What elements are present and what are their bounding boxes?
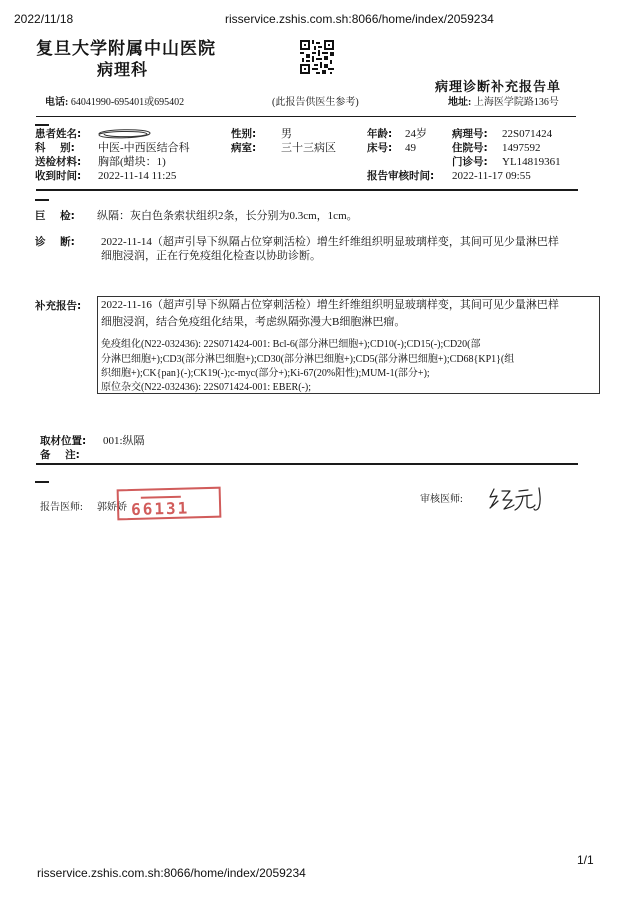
phone-row <box>45 97 184 109</box>
phone-number: 64041990-695401或695402 <box>70 97 185 108</box>
page-number: 1/1 <box>577 853 594 867</box>
address-row <box>448 97 559 109</box>
age-label: 年龄: <box>367 128 393 140</box>
supplementary-box <box>97 296 600 394</box>
dept-label: 科 别: <box>35 142 75 154</box>
ward-value: 三十三病区 <box>281 142 336 154</box>
gross-label: 巨 检: <box>35 210 75 222</box>
print-date: 2022/11/18 <box>14 12 74 26</box>
reviewer-label: 审核医师: <box>420 494 463 505</box>
diagnosis-line: 2022-11-14（超声引导下纵隔占位穿刺活检）增生纤维组织明显玻璃样变，其间可见少量淋巴样 <box>101 236 559 248</box>
reporter-stamp <box>117 487 222 521</box>
inpatient-no-value: 1497592 <box>502 142 541 154</box>
reporter-label: 报告医师: <box>40 502 83 513</box>
hospital-name: 复旦大学附属中山医院 <box>36 39 216 59</box>
diagnosis-line: 细胞浸润，正在行免疫组化检查以协助诊断。 <box>101 250 321 262</box>
ihc-line: 织细胞+);CK{pan}(-);CK19(-);c-myc(部分+);Ki-67(20%阳性);MUM-1(部分+); <box>101 368 430 379</box>
phone-label: 电话: <box>45 97 69 108</box>
stamp-mark <box>141 488 181 499</box>
specimen-label: 送检材料: <box>35 156 82 168</box>
header-divider <box>36 116 576 117</box>
specimen-value: 胸部(蜡块：1) <box>98 156 166 168</box>
print-url: risservice.zshis.com.sh:8066/home/index/2059234 <box>225 12 494 26</box>
outpatient-no-value: YL14819361 <box>502 156 561 168</box>
received-label: 收到时间: <box>35 170 82 182</box>
ish-line: 原位杂交(N22-032436): 22S071424-001: EBER(-); <box>101 382 311 393</box>
sex-label: 性别: <box>231 128 257 140</box>
supplementary-line: 细胞浸润，结合免疫组化结果，考虑纵隔弥漫大B细胞淋巴瘤。 <box>101 316 406 328</box>
bed-value: 49 <box>405 142 416 154</box>
section-mark <box>35 199 49 201</box>
received-value: 2022-11-14 11:25 <box>98 170 177 182</box>
address-value: 上海医学院路136号 <box>473 97 559 108</box>
qr-code <box>300 40 334 74</box>
ihc-line: 免疫组化(N22-032436): 22S071424-001: Bcl-6(部分淋巴细胞+);CD10(-);CD15(-);CD20(部 <box>101 339 481 350</box>
redacted-name <box>95 127 153 141</box>
remarks-label: 备 注: <box>40 449 80 461</box>
bed-label: 床号: <box>367 142 393 154</box>
department-name: 病理科 <box>97 60 149 79</box>
stamp-number: 66131 <box>130 498 190 519</box>
section-mark <box>35 481 49 483</box>
report-notice: (此报告供医生参考) <box>272 97 359 108</box>
footer-divider <box>36 463 578 465</box>
age-value: 24岁 <box>405 128 427 140</box>
ihc-line: 分淋巴细胞+);CD3(部分淋巴细胞+);CD30(部分淋巴细胞+);CD5(部分淋巴细胞+);CD68{KP1}(组 <box>101 354 515 365</box>
supplementary-line: 2022-11-16（超声引导下纵隔占位穿刺活检）增生纤维组织明显玻璃样变，其间可见少量淋巴样 <box>101 299 559 311</box>
pathology-no-label: 病理号: <box>452 128 488 140</box>
report-title: 病理诊断补充报告单 <box>435 80 562 95</box>
address-label: 地址: <box>448 97 472 108</box>
sampling-value: 001:纵隔 <box>103 435 145 447</box>
footer-url: risservice.zshis.com.sh:8066/home/index/2059234 <box>37 866 306 880</box>
inpatient-no-label: 住院号: <box>452 142 488 154</box>
sex-value: 男 <box>281 128 292 140</box>
info-divider <box>36 189 578 191</box>
sampling-label: 取材位置: <box>40 435 87 447</box>
reviewed-value: 2022-11-17 09:55 <box>452 170 531 182</box>
supplementary-label: 补充报告: <box>35 300 82 312</box>
section-mark <box>35 124 49 126</box>
reporter-name: 郭娇娇 <box>97 502 127 513</box>
reviewer-signature <box>486 483 548 513</box>
outpatient-no-label: 门诊号: <box>452 156 488 168</box>
pathology-no-value: 22S071424 <box>502 128 553 140</box>
patient-name-label: 患者姓名: <box>35 128 82 140</box>
gross-text: 纵隔：灰白色条索状组织2条，长分别为0.3cm，1cm。 <box>97 210 358 222</box>
reviewed-label: 报告审核时间: <box>367 170 435 182</box>
ward-label: 病室: <box>231 142 257 154</box>
diagnosis-label: 诊 断: <box>35 236 75 248</box>
dept-value: 中医-中西医结合科 <box>98 142 190 154</box>
